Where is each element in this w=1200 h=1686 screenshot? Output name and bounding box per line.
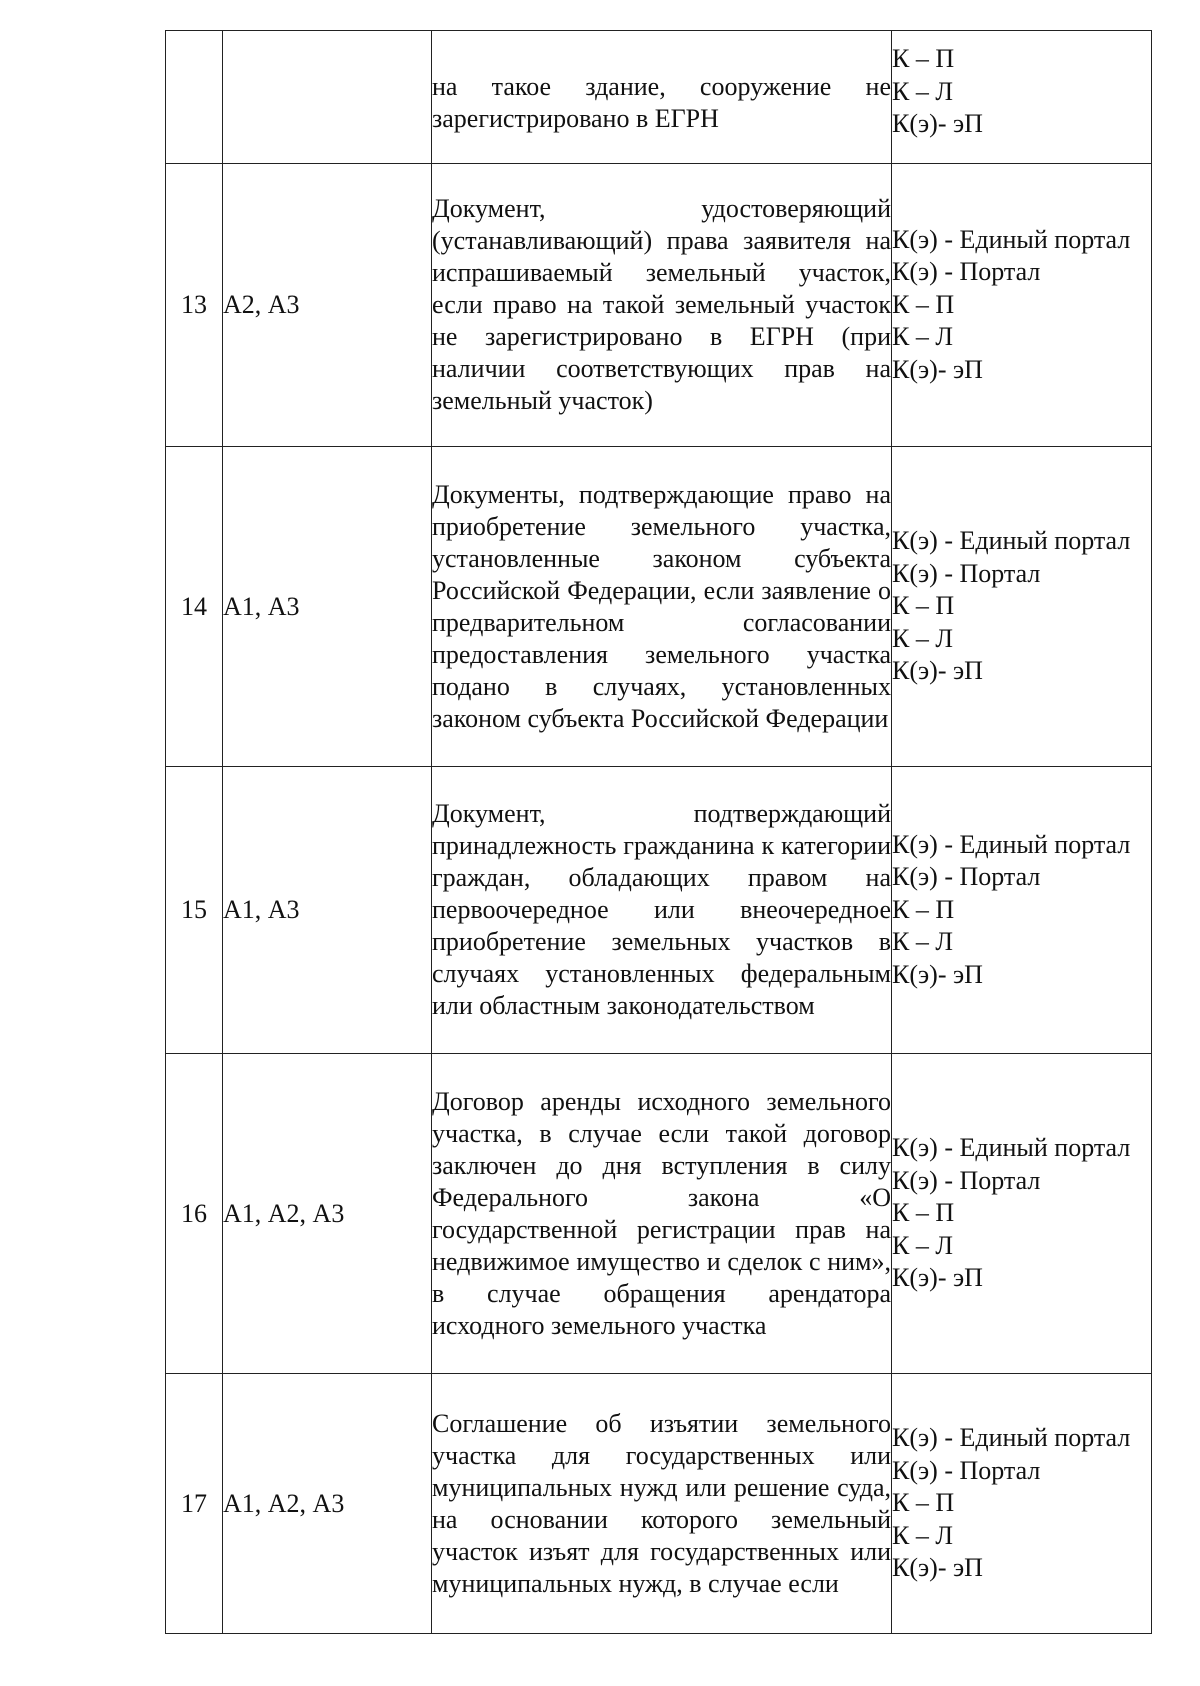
table-row [166, 1374, 1152, 1634]
table-row [166, 447, 1152, 767]
table-row [166, 164, 1152, 447]
row-number: 17 [166, 1374, 223, 1634]
submission-method: К(э)- эП [892, 109, 983, 138]
submission-method: К(э) - Единый портал [892, 829, 1131, 859]
submission-method: К(э) - Портал [892, 1455, 1041, 1485]
submission-method: К – П [892, 591, 955, 621]
submission-method: К(э) - Портал [892, 558, 1041, 588]
submission-method: К – Л [892, 1520, 953, 1550]
submission-methods [892, 164, 1152, 447]
submission-methods [892, 767, 1152, 1054]
submission-method: К(э) - Портал [892, 1165, 1041, 1195]
applicant-categories: А2, А3 [223, 164, 432, 447]
submission-method: К – П [892, 44, 955, 73]
row-number: 16 [166, 1054, 223, 1374]
submission-method: К(э)- эП [892, 354, 983, 384]
submission-method: К(э)- эП [892, 1553, 983, 1583]
applicant-categories: А1, А2, А3 [223, 1054, 432, 1374]
table-row [166, 1054, 1152, 1374]
submission-method: К – Л [892, 76, 953, 106]
submission-method: К(э) - Единый портал [892, 526, 1131, 556]
document-description: Документы, подтверждающие право на приобретение земельного участка, установленные законом субъекта Российской Федерации, если заявление о предварительном согласовании предоставления земельного участка подано в случаях, установленных законом субъекта Российской Федерации [432, 447, 892, 767]
document-description: на такое здание, сооружение не зарегистрировано в ЕГРН [432, 31, 892, 164]
submission-method: К(э) - Портал [892, 862, 1041, 892]
submission-method: К – Л [892, 1230, 953, 1260]
applicant-categories: А1, А3 [223, 767, 432, 1054]
document-description: Соглашение об изъятии земельного участка для государственных или муниципальных нужд или решение суда, на основании которого земельный участок изъят для государственных или муниципальных нужд, в случае если [432, 1374, 892, 1634]
submission-method: К(э) - Портал [892, 257, 1041, 287]
submission-method: К – П [892, 1198, 955, 1228]
applicant-categories: А1, А3 [223, 447, 432, 767]
submission-methods [892, 1374, 1152, 1634]
submission-method: К(э) - Единый портал [892, 1423, 1131, 1453]
table-row [166, 31, 1152, 164]
applicant-categories [223, 31, 432, 164]
submission-method: К – П [892, 289, 955, 319]
applicant-categories: А1, А2, А3 [223, 1374, 432, 1634]
submission-method: К(э)- эП [892, 656, 983, 686]
row-number: 14 [166, 447, 223, 767]
submission-methods [892, 31, 1152, 164]
submission-method: К(э) - Единый портал [892, 1133, 1131, 1163]
documents-table [165, 30, 1152, 1634]
table-row [166, 767, 1152, 1054]
submission-method: К – Л [892, 322, 953, 352]
document-description: Документ, подтверждающий принадлежность гражданина к категории граждан, обладающих правом на первоочередное или внеочередное приобретение земельных участков в случаях установленных федеральным или областным законодательством [432, 767, 892, 1054]
submission-methods [892, 1054, 1152, 1374]
submission-method: К – П [892, 894, 955, 924]
submission-methods [892, 447, 1152, 767]
submission-method: К(э) - Единый портал [892, 224, 1131, 254]
document-description: Договор аренды исходного земельного участка, в случае если такой договор заключен до дня вступления в силу Федерального закона «О государственной регистрации прав на недвижимое имущество и сделок с ним», в случае обращения арендатора исходного земельного участка [432, 1054, 892, 1374]
submission-method: К – Л [892, 623, 953, 653]
row-number: 15 [166, 767, 223, 1054]
submission-method: К – П [892, 1488, 955, 1518]
row-number [166, 31, 223, 164]
submission-method: К(э)- эП [892, 1263, 983, 1293]
submission-method: К(э)- эП [892, 959, 983, 989]
submission-method: К – Л [892, 927, 953, 957]
document-description: Документ, удостоверяющий (устанавливающий) права заявителя на испрашиваемый земельный участок, если право на такой земельный участок не зарегистрировано в ЕГРН (при наличии соответствующих прав на земельный участок) [432, 164, 892, 447]
row-number: 13 [166, 164, 223, 447]
